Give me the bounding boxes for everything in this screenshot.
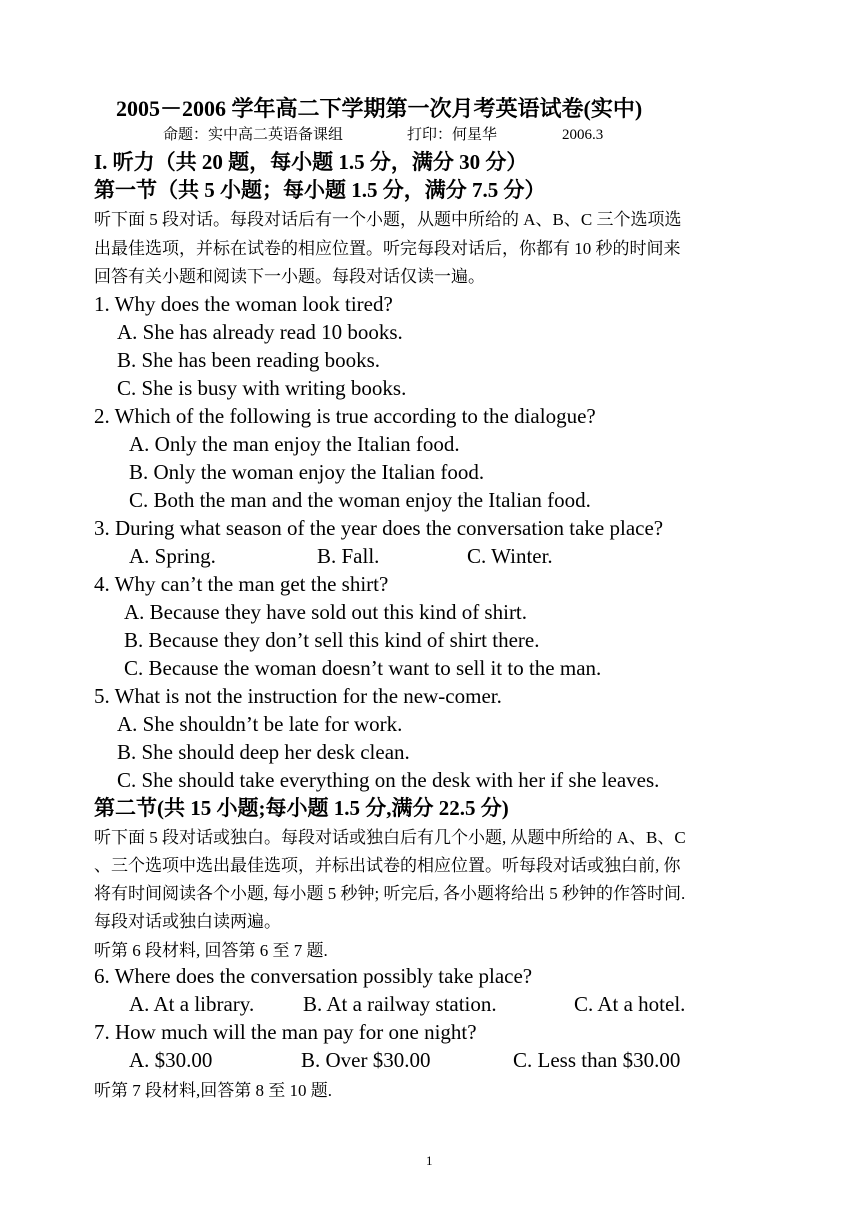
answer-option: C. Both the man and the woman enjoy the Italian food.	[129, 488, 591, 512]
question-stem: 7. How much will the man pay for one night?	[94, 1020, 477, 1044]
part1-instruction-line: 出最佳选项，并标在试卷的相应位置。听完每段对话后，你都有 10 秒的时间来	[94, 239, 681, 258]
answer-option: A. She has already read 10 books.	[117, 320, 403, 344]
part2-instruction-line: 每段对话或独白读两遍。	[94, 912, 281, 931]
answer-option: B. She should deep her desk clean.	[117, 740, 410, 764]
part1-heading: 第一节（共 5 小题；每小题 1.5 分，满分 7.5 分）	[94, 178, 546, 202]
answer-option: B. Over $30.00	[301, 1048, 431, 1072]
question-stem: 4. Why can’t the man get the shirt?	[94, 572, 389, 596]
answer-option: B. At a railway station.	[303, 992, 497, 1016]
answer-option: C. Because the woman doesn’t want to sell it to the man.	[124, 656, 602, 680]
question-stem: 5. What is not the instruction for the new-comer.	[94, 684, 502, 708]
answer-option: C. She is busy with writing books.	[117, 376, 407, 400]
answer-option: C. At a hotel.	[574, 992, 686, 1016]
part1-instruction-line: 听下面 5 段对话。每段对话后有一个小题，从题中所给的 A、B、C 三个选项选	[94, 210, 682, 229]
question-stem: 6. Where does the conversation possibly take place?	[94, 964, 533, 988]
part2-instruction-line: 听下面 5 段对话或独白。每段对话或独白后有几个小题, 从题中所给的 A、B、C	[94, 828, 686, 847]
exam-author: 命题：实中高二英语备课组	[163, 127, 344, 143]
answer-option: A. Because they have sold out this kind of shirt.	[124, 600, 528, 624]
section-heading: I. 听力（共 20 题，每小题 1.5 分，满分 30 分）	[94, 150, 528, 174]
answer-option: A. Spring.	[129, 544, 216, 568]
answer-option: A. $30.00	[129, 1048, 213, 1072]
exam-date: 2006.3	[562, 127, 604, 143]
answer-option: B. Fall.	[317, 544, 380, 568]
part2-instruction-line: 将有时间阅读各个小题, 每小题 5 秒钟; 听完后, 各小题将给出 5 秒钟的作答时间.	[94, 884, 686, 903]
answer-option: C. She should take everything on the desk with her if she leaves.	[117, 768, 660, 792]
material-instruction: 听第 7 段材料,回答第 8 至 10 题.	[94, 1081, 332, 1100]
question-stem: 1. Why does the woman look tired?	[94, 292, 393, 316]
exam-title: 2005－2006 学年高二下学期第一次月考英语试卷(实中)	[116, 96, 643, 121]
answer-option: A. At a library.	[129, 992, 255, 1016]
answer-option: B. She has been reading books.	[117, 348, 381, 372]
answer-option: C. Less than $30.00	[513, 1048, 681, 1072]
part2-instruction-line: 、三个选项中选出最佳选项，并标出试卷的相应位置。听每段对话或独白前, 你	[94, 856, 681, 875]
answer-option: C. Winter.	[467, 544, 553, 568]
question-stem: 3. During what season of the year does the conversation take place?	[94, 516, 664, 540]
question-stem: 2. Which of the following is true according to the dialogue?	[94, 404, 596, 428]
answer-option: A. She shouldn’t be late for work.	[117, 712, 403, 736]
answer-option: B. Because they don’t sell this kind of shirt there.	[124, 628, 540, 652]
exam-printer: 打印：何星华	[407, 127, 498, 143]
material-instruction: 听第 6 段材料, 回答第 6 至 7 题.	[94, 941, 328, 960]
answer-option: A. Only the man enjoy the Italian food.	[129, 432, 460, 456]
part2-heading: 第二节(共 15 小题;每小题 1.5 分,满分 22.5 分)	[94, 796, 509, 820]
page-number: 1	[426, 1153, 433, 1168]
answer-option: B. Only the woman enjoy the Italian food.	[129, 460, 485, 484]
part1-instruction-line: 回答有关小题和阅读下一小题。每段对话仅读一遍。	[94, 267, 485, 286]
